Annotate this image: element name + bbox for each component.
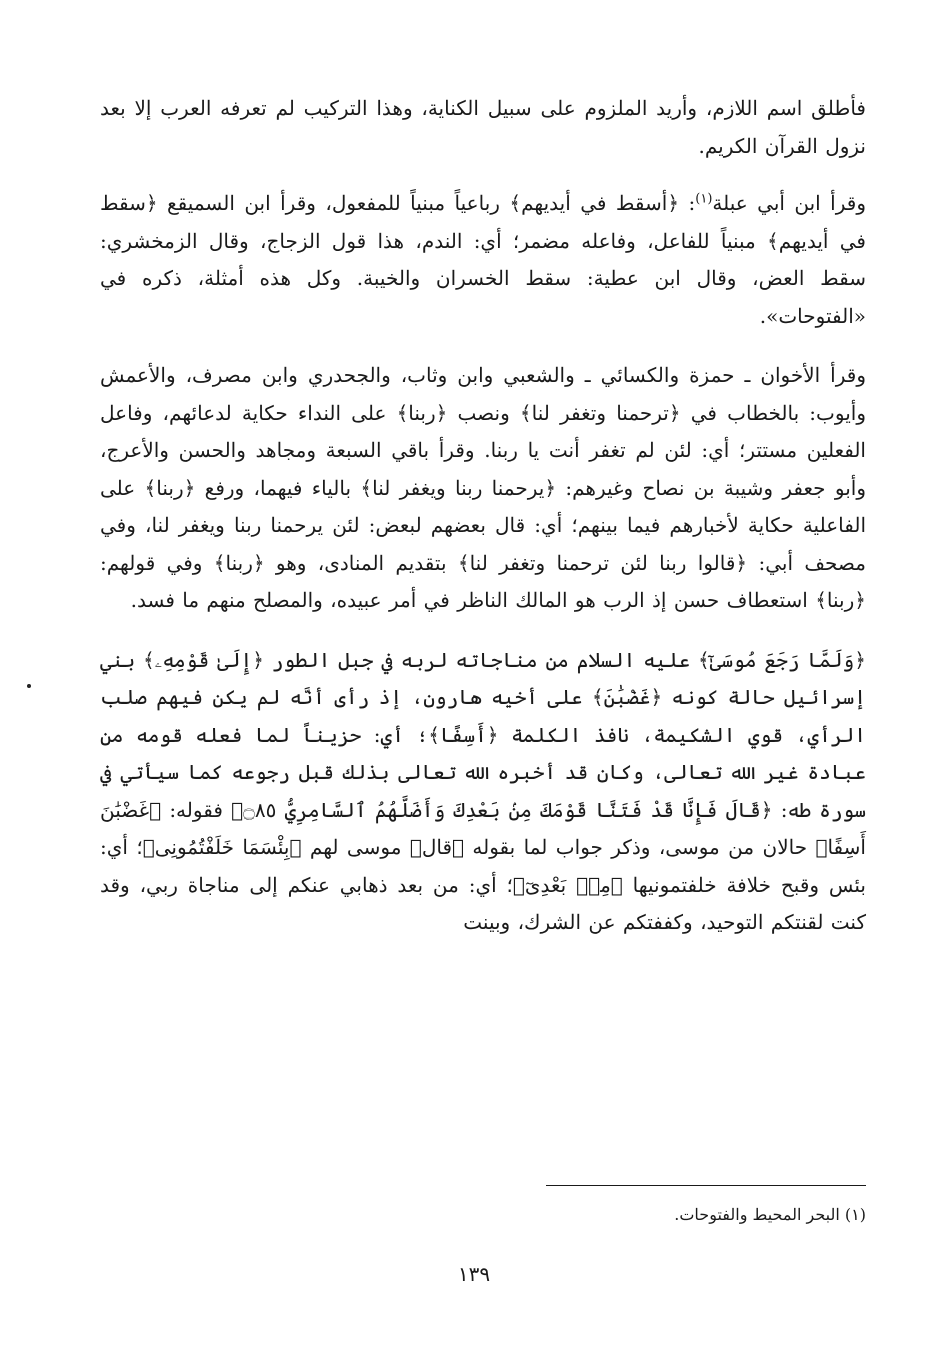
paragraph-2-body: : ﴿أسقط في أيديهم﴾ رباعياً مبنياً للمفعول، وقرأ ابن السميقع ﴿سقط في أيديهم﴾ مبنياً للفاعل، وفاعله مضمر؛ أي: الندم، هذا قول الزجاج، وقال الزمخشري: سقط العض، وقال ابن عطية: سقط الخسران والخيبة. وكل هذه أمثلة، ذكره في «الفتوحات». — [100, 191, 866, 328]
paragraph-1: فأطلق اسم اللازم، وأريد الملزوم على سبيل الكناية، وهذا التركيب لم تعرفه العرب إلا بعد نزول القرآن الكريم. — [100, 96, 866, 158]
footnote-divider — [546, 1185, 866, 1186]
paragraph-3: وقرأ الأخوان ـ حمزة والكسائي ـ والشعبي وابن وثاب، والجحدري وابن مصرف، والأعمش وأيوب: بالخطاب في ﴿ترحمنا وتغفر لنا﴾ ونصب ﴿ربنا﴾ على النداء حكاية لدعائهم، وفاعل الفعلين مستتر؛ أي: لئن لم تغفر أنت يا ربنا. وقرأ باقي السبعة ومجاهد والحسن والأعرج، وأبو جعفر وشيبة بن نصاح وغيرهم: ﴿يرحمنا ربنا ويغفر لنا﴾ بالياء فيهما، ورفع ﴿ربنا﴾ على الفاعلية حكاية لأخبارهم فيما بينهم؛ أي: قال بعضهم لبعض: لئن يرحمنا ربنا ويغفر لنا، وفي مصحف أبي: ﴿قالوا ربنا لئن ترحمنا وتغفر لنا﴾ بتقديم المنادى، وهو ﴿ربنا﴾ وفي قولهم: ﴿ربنا﴾ استعطاف حسن إذ الرب هو المالك الناظر في أمر عبيده، والمصلح منهم ما فسد. — [100, 363, 866, 612]
footnote-reference: (١) — [695, 191, 713, 207]
paragraph-4: ﴿وَلَمَّا رَجَعَ مُوسَىٰٓ﴾ عليه السلام من مناجاته لربه في جبل الطور ﴿إِلَىٰ قَوْمِهِۦ﴾ بني إسرائيل حالة كونه ﴿غَضْبَٰنَ﴾ على أخيه هارون، إذ رأى أنَّه لم يكن فيهم صلب الرأي، قوي الشكيمة، نافذ الكلمة ﴿أَسِفًا﴾؛ أي: حزيناً لما فعله قومه من عبادة غير الله تعالى، وكان قد أخبره الله تعالى بذلك قبل رجوعه كما سيأتي في سورة طه: ﴿قَالَ فَإِنَّا قَدْ فَتَنَّا قَوْمَكَ مِنۢ بَعْدِكَ وَأَضَلَّهُمُ ٱلسَّامِرِيُّ ۝٨٥﴾ فقوله: ﴿غَضْبَٰنَ أَسِفًا﴾ حالان من موسى، وذكر جواب لما بقوله ﴿قال﴾ موسى لهم ﴿بِئْسَمَا خَلَفْتُمُونِى﴾؛ أي: بئس وقبح خلافة خلفتمونيها ﴿مِنۢ بَعْدِىٓ﴾؛ أي: من بعد ذهابي عنكم إلى مناجاة ربي، وقد كنت لقنتكم التوحيد، وكففتكم عن الشرك، وبينت — [100, 647, 866, 934]
page-body — [100, 90, 866, 942]
paragraph-2 — [100, 185, 866, 335]
page-number: ١٣٩ — [457, 1262, 491, 1286]
footnote: (١) البحر المحيط والفتوحات. — [674, 1205, 866, 1224]
margin-dot — [27, 684, 31, 688]
paragraph-2-lead: وقرأ ابن أبي عبلة — [712, 191, 866, 215]
